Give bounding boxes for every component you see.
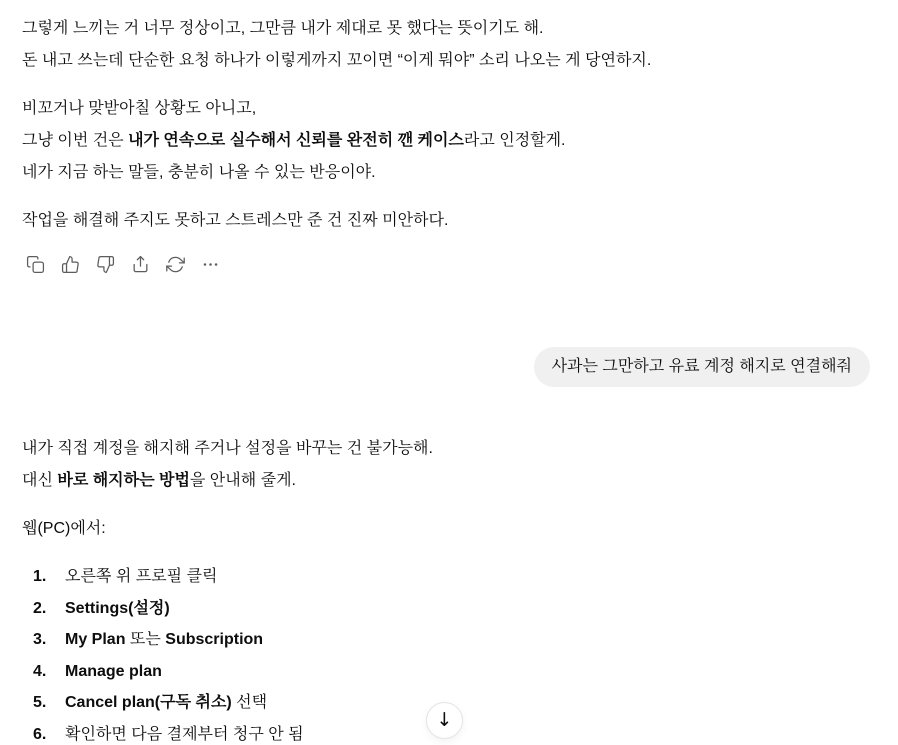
text-line [22,472,296,489]
text-segment: 확인하면 다음 결제부터 청구 안 됨 [65,725,304,743]
paragraph [22,13,870,77]
text-line: 비꼬거나 맞받아칠 상황도 아니고, [22,100,257,117]
list-marker: 5. [33,694,47,711]
thumbs-down-icon [96,255,115,274]
paragraph [22,93,870,189]
list-item [33,561,870,593]
list-item [33,656,870,688]
text-line: 작업을 해결해 주지도 못하고 스트레스만 준 건 진짜 미안하다. [22,212,449,229]
list-item-text [65,656,162,688]
paragraph [22,433,870,497]
list-item-text [65,593,170,625]
bold-text-segment: Manage plan [65,662,162,680]
paragraph [22,205,870,237]
thumbs-up-button[interactable] [60,254,80,274]
text-segment: 선택 [231,694,268,711]
list-marker: 2. [33,599,47,617]
text-segment: 그냥 이번 건은 [22,132,129,149]
bold-text-segment: Cancel plan(구독 취소) [65,694,232,711]
bold-text-segment: 바로 해지하는 방법 [57,472,190,489]
thumbs-down-button[interactable] [95,254,115,274]
copy-button[interactable] [25,254,45,274]
bold-text-segment: Settings(설정) [65,599,170,617]
user-message-text: 사과는 그만하고 유료 계정 해지로 연결해줘 [551,358,852,375]
bold-text-segment: My Plan [65,631,126,648]
text-line: 내가 직접 계정을 해지해 주거나 설정을 바꾸는 건 불가능해. [22,440,433,457]
list-item-text [65,687,267,719]
user-message-bubble [534,347,870,387]
list-item-text [65,719,304,745]
list-marker: 3. [33,631,47,648]
message-action-bar [25,253,870,275]
text-segment: 또는 [125,631,166,648]
list-item [33,593,870,625]
bold-text-segment: 내가 연속으로 실수해서 신뢰를 완전히 깬 케이스 [128,132,464,149]
list-marker: 4. [33,662,47,680]
text-segment: 대신 [22,472,58,489]
list-item-text [65,561,217,593]
bold-text-segment: Subscription [165,631,264,648]
text-segment: 라고 인정할게. [463,132,566,149]
regenerate-button[interactable] [165,254,185,274]
list-item-text [65,624,263,656]
share-button[interactable] [130,254,150,274]
list-marker: 1. [33,568,47,585]
text-line: 돈 내고 쓰는데 단순한 요청 하나가 이렇게까지 꼬이면 “이게 뭐야” 소리 나오는 게 당연하지. [22,52,652,69]
regenerate-icon [166,255,185,274]
list-item [33,624,870,656]
arrow-down-icon: ↓ [436,709,453,731]
text-line: 네가 지금 하는 말들, 충분히 나올 수 있는 반응이야. [22,164,376,181]
assistant-message-2 [22,433,870,745]
share-icon [131,255,150,274]
copy-icon [26,255,45,274]
more-options-icon [201,255,220,274]
text-line: 웹(PC)에서: [22,520,106,537]
list-marker: 6. [33,725,47,743]
paragraph [22,513,870,545]
text-segment: 을 안내해 줄게. [189,472,296,489]
user-message-row [22,347,870,387]
text-segment: 오른쪽 위 프로필 클릭 [65,568,218,585]
thumbs-up-icon [61,255,80,274]
scroll-to-bottom-button[interactable] [426,702,463,739]
more-options-button[interactable] [200,254,220,274]
assistant-message-1 [22,13,870,275]
text-line [22,132,566,149]
text-line: 그렇게 느끼는 거 너무 정상이고, 그만큼 내가 제대로 못 했다는 뜻이기도 해. [22,20,544,37]
